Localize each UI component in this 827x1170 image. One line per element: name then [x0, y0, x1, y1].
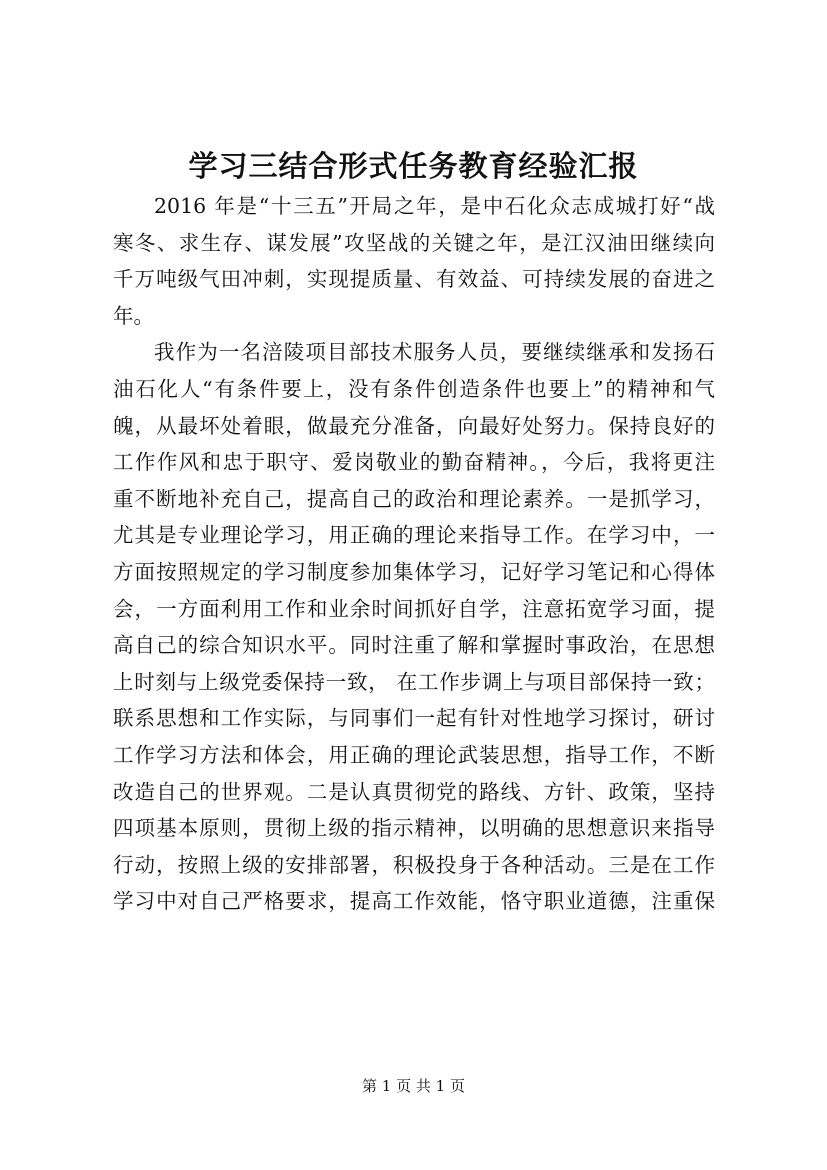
text-line: 我作为一名涪陵项目部技术服务人员，要继续继承和发扬石: [154, 340, 715, 365]
text-line: 学习中对自己严格要求，提高工作效能，恪守职业道德，注重保: [113, 889, 715, 914]
paragraph: [113, 188, 715, 334]
document-title: 学习三结合形式任务教育经验汇报: [188, 149, 639, 183]
text-line: 年。: [113, 303, 154, 328]
text-line: 千万吨级气田冲刺，实现提质量、有效益、可持续发展的奋进之: [113, 267, 715, 292]
paragraph: [113, 334, 715, 920]
text-line: 尤其是专业理论学习，用正确的理论来指导工作。在学习中，一: [113, 523, 715, 548]
text-line: 油石化人“有条件要上，没有条件创造条件也要上”的精神和气: [113, 376, 715, 401]
text-line: 魄，从最坏处着眼，做最充分准备，向最好处努力。保持良好的: [113, 413, 715, 438]
text-line: 改造自己的世界观。二是认真贯彻党的路线、方针、政策，坚持: [113, 779, 715, 804]
text-line: 方面按照规定的学习制度参加集体学习，记好学习笔记和心得体: [113, 559, 715, 584]
text-line: 2016 年是“十三五”开局之年，是中石化众志成城打好“战: [154, 194, 715, 218]
text-line: 工作作风和忠于职守、爱岗敬业的勤奋精神。，今后，我将更注: [113, 450, 715, 475]
page-number-footer: 第 1 页 共 1 页: [362, 1077, 465, 1095]
text-line: 工作学习方法和体会，用正确的理论武装思想，指导工作，不断: [113, 742, 715, 767]
text-line: 上时刻与上级党委保持一致， 在工作步调上与项目部保持一致；: [113, 669, 715, 694]
text-line: 高自己的综合知识水平。同时注重了解和掌握时事政治，在思想: [113, 633, 715, 658]
text-line: 行动，按照上级的安排部署，积极投身于各种活动。三是在工作: [113, 852, 715, 877]
text-line: 寒冬、求生存、谋发展”攻坚战的关键之年，是江汉油田继续向: [113, 230, 715, 255]
text-line: 四项基本原则，贯彻上级的指示精神，以明确的思想意识来指导: [113, 816, 715, 841]
text-line: 联系思想和工作实际，与同事们一起有针对性地学习探讨，研讨: [113, 706, 715, 731]
document-body: [113, 188, 715, 920]
text-line: 重不断地补充自己，提高自己的政治和理论素养。一是抓学习，: [113, 486, 715, 511]
text-line: 会，一方面利用工作和业余时间抓好自学，注意拓宽学习面，提: [113, 596, 715, 621]
